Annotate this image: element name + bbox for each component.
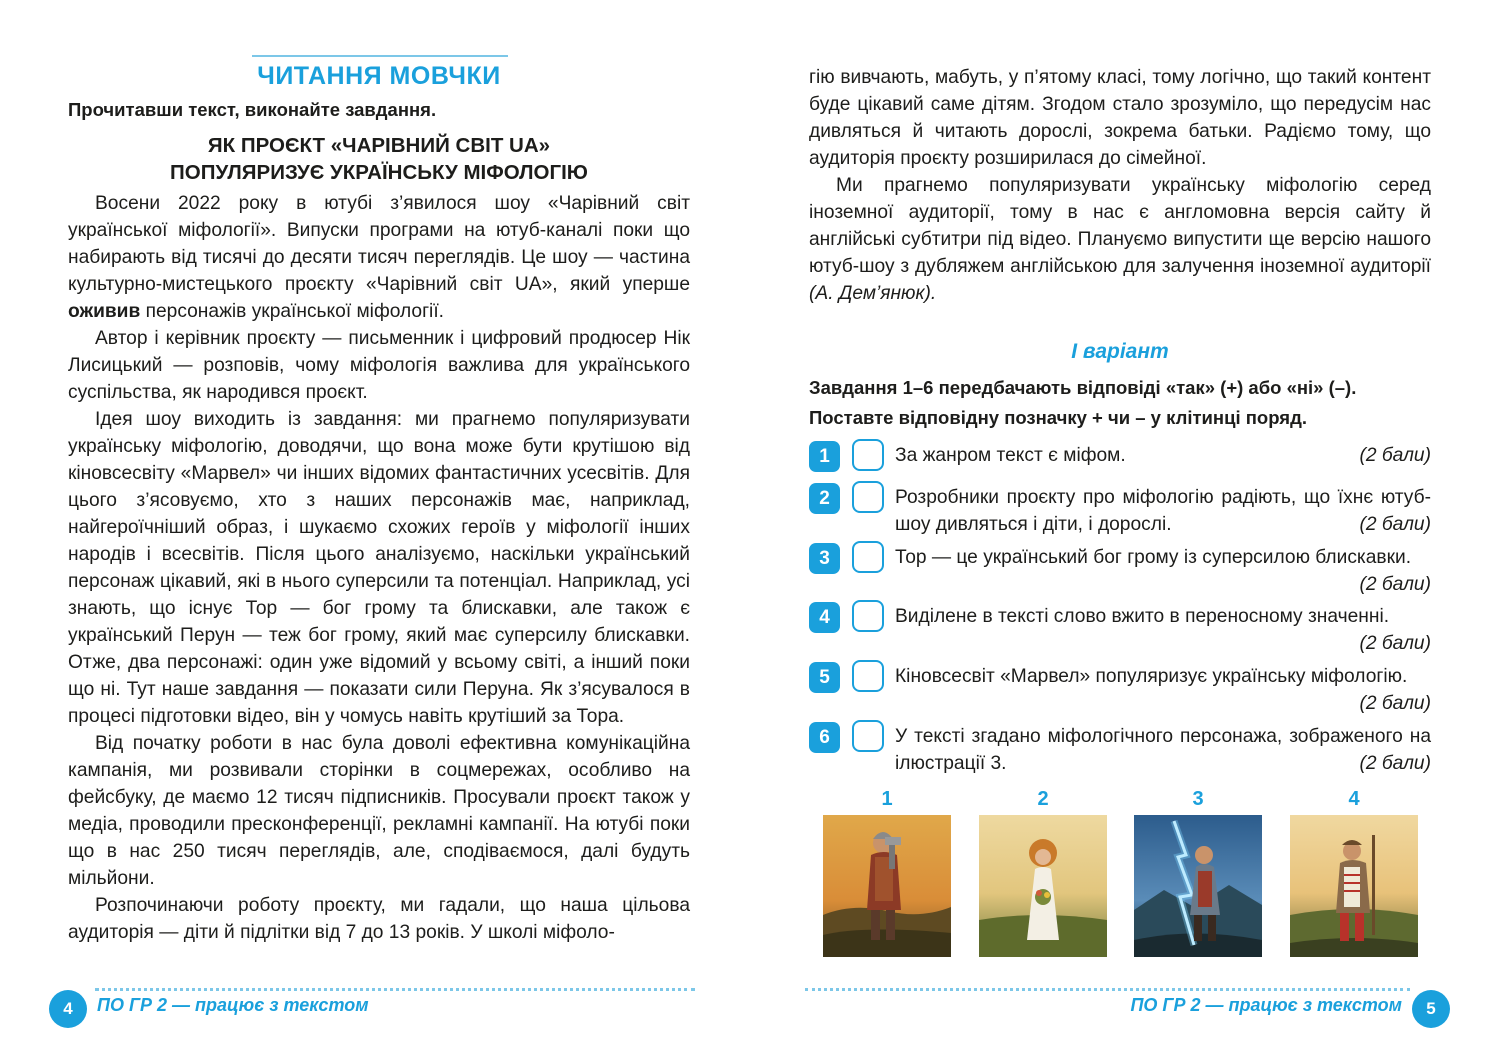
footer-dotted-line [805,988,1410,991]
task-number: 6 [809,722,840,753]
task-points: (2 бали) [1359,753,1431,774]
article-source: (А. Дем’янюк). [809,283,937,304]
paragraph-1-end: персонажів української міфології. [140,301,444,322]
answer-box[interactable] [852,541,884,573]
paragraph-1-start: Восени 2022 року в ютубі з’явилося шоу «Чарівний світ української міфології». Випуски програми на ютуб-каналі поки що набирають від тисячі до десяти тисяч переглядів. Це шоу — частина культурно-мистецького проєкту «Чарівний світ UA», який уперше [68,193,690,295]
task-points: (2 бали) [1359,514,1431,535]
section-title: ЧИТАННЯ МОВЧКИ [257,62,501,90]
task-points: (2 бали) [1359,445,1431,466]
task-text: Розробники проєкту про міфологію радіють, що їхнє ютуб-шоу дивляться і діти, і дорослі. [895,487,1431,535]
article-body [68,190,690,946]
paragraph-1 [68,190,690,325]
article-title [68,132,690,186]
paragraph-4: Від початку роботи в нас була доволі ефективна комунікаційна кампанія, ми розвивали сторінки в соцмережах, особливо на фейсбуку, де маємо 12 тисяч підписників. Просували проєкт також у медіа, проводили пресконференції, рекламні кампанії. На ютубі поки що в нас 250 тисяч переглядів, але, сподіваємося, далі будуть мільйони. [68,733,690,889]
illustration-2-woman [979,815,1107,957]
answer-box[interactable] [852,481,884,513]
highlighted-word: оживив [68,301,141,322]
paragraph-7-text: Ми прагнемо популяризувати українську міфологію серед іноземної аудиторії, тому в нас є англомовна версія сайту й англійські субтитри під відео. Плануємо випустити ще версію нашого ютуб-шоу з дубляжем англійською для залучення іноземної аудиторії [809,175,1431,277]
task-points: (2 бали) [1359,693,1431,714]
page-number-badge: 5 [1412,990,1450,1028]
footer-caption: ПО ГР 2 — працює з текстом [97,995,369,1015]
task-intro-line-1: Завдання 1–6 передбачають відповіді «так» (+) або «ні» (–). [809,377,1357,398]
page-number-badge: 4 [49,990,87,1028]
task-number: 3 [809,543,840,574]
task-text: Кіновсесвіт «Марвел» популяризує українську міфологію. [895,666,1408,687]
footer-dotted-line [95,988,695,991]
heading-rule [252,55,508,57]
task-number: 4 [809,602,840,633]
article-title-line-1: ЯК ПРОЄКТ «ЧАРІВНИЙ СВІТ UA» [207,134,551,157]
illustration-number-1: 1 [881,788,893,810]
task-text: За жанром текст є міфом. [895,445,1126,466]
paragraph-5: Розпочинаючи роботу проєкту, ми гадали, що наша цільова аудиторія — діти й підлітки від 7 до 13 років. У школі міфоло- [68,895,690,943]
paragraph-6: гію вивчають, мабуть, у п’ятому класі, тому логічно, що такий контент буде цікавий саме дітям. Згодом стало зрозуміло, що передусім нас дивляться й читають дорослі, зокрема батьки. Радіємо тому, що аудиторія проєкту розширилася до сімейної. [809,67,1431,169]
task-text: Виділене в тексті слово вжито в переносному значенні. [895,606,1390,627]
task-intro-line-2: Поставте відповідну позначку + чи – у клітинці поряд. [809,407,1307,428]
task-points: (2 бали) [1359,633,1431,654]
illustration-3-thunder-god [1134,815,1262,957]
task-item-2 [809,481,1431,535]
illustration-4-traveler [1290,815,1418,957]
task-number: 2 [809,483,840,514]
task-item-5 [809,660,1431,714]
answer-box[interactable] [852,720,884,752]
task-text: Тор — це український бог грому із суперсилою блискавки. [895,547,1412,568]
task-item-3 [809,541,1431,595]
footer-caption: ПО ГР 2 — працює з текстом [1130,995,1402,1015]
article-title-line-2: ПОПУЛЯРИЗУЄ УКРАЇНСЬКУ МІФОЛОГІЮ [170,161,588,184]
right-page [750,0,1500,1045]
illustration-number-3: 3 [1192,788,1204,810]
task-number: 5 [809,662,840,693]
task-item-4 [809,600,1431,654]
answer-box[interactable] [852,439,884,471]
paragraph-3: Ідея шоу виходить із завдання: ми прагнемо популяризувати українську міфологію, доводячи, що вона може бути крутішою від кіновсесвіту «Марвел» чи інших відомих фантастичних усесвітів. Для цього з’ясовуємо, хто з наших персонажів має, наприклад, найгероїчніший образ, і шукаємо схожих героїв у міфології інших народів і всесвітів. Після цього аналізуємо, наскільки український персонаж цікавий, які в нього суперсили та потенціал. Наприклад, усі знають, що існує Тор — бог грому та блискавки, але також є український Перун — теж бог грому, який має суперсилу блискавки. Отже, два персонажі: один уже відомий у всьому світі, а інший поки що ні. Тут наше завдання — показати сили Перуна. Як з’ясувалося в процесі підготовки відео, він у чомусь навіть крутіший за Тора. [68,409,690,727]
task-number: 1 [809,441,840,472]
task-points: (2 бали) [1359,574,1431,595]
variant-title: І варіант [1071,340,1169,363]
answer-box[interactable] [852,600,884,632]
paragraph-2: Автор і керівник проєкту — письменник і цифровий продюсер Нік Лисицький — розповів, чому міфологія важлива для українського суспільства, як народився проєкт. [68,328,690,403]
instruction: Прочитавши текст, виконайте завдання. [68,99,437,120]
illustration-number-4: 4 [1348,788,1360,810]
answer-box[interactable] [852,660,884,692]
illustration-1-blacksmith [823,815,951,957]
task-item-6 [809,720,1431,774]
paragraph-7 [809,172,1431,307]
article-continuation [809,64,1431,307]
illustration-number-2: 2 [1037,788,1049,810]
task-text: У тексті згадано міфологічного персонажа, зображеного на ілюстрації 3. [895,726,1431,774]
